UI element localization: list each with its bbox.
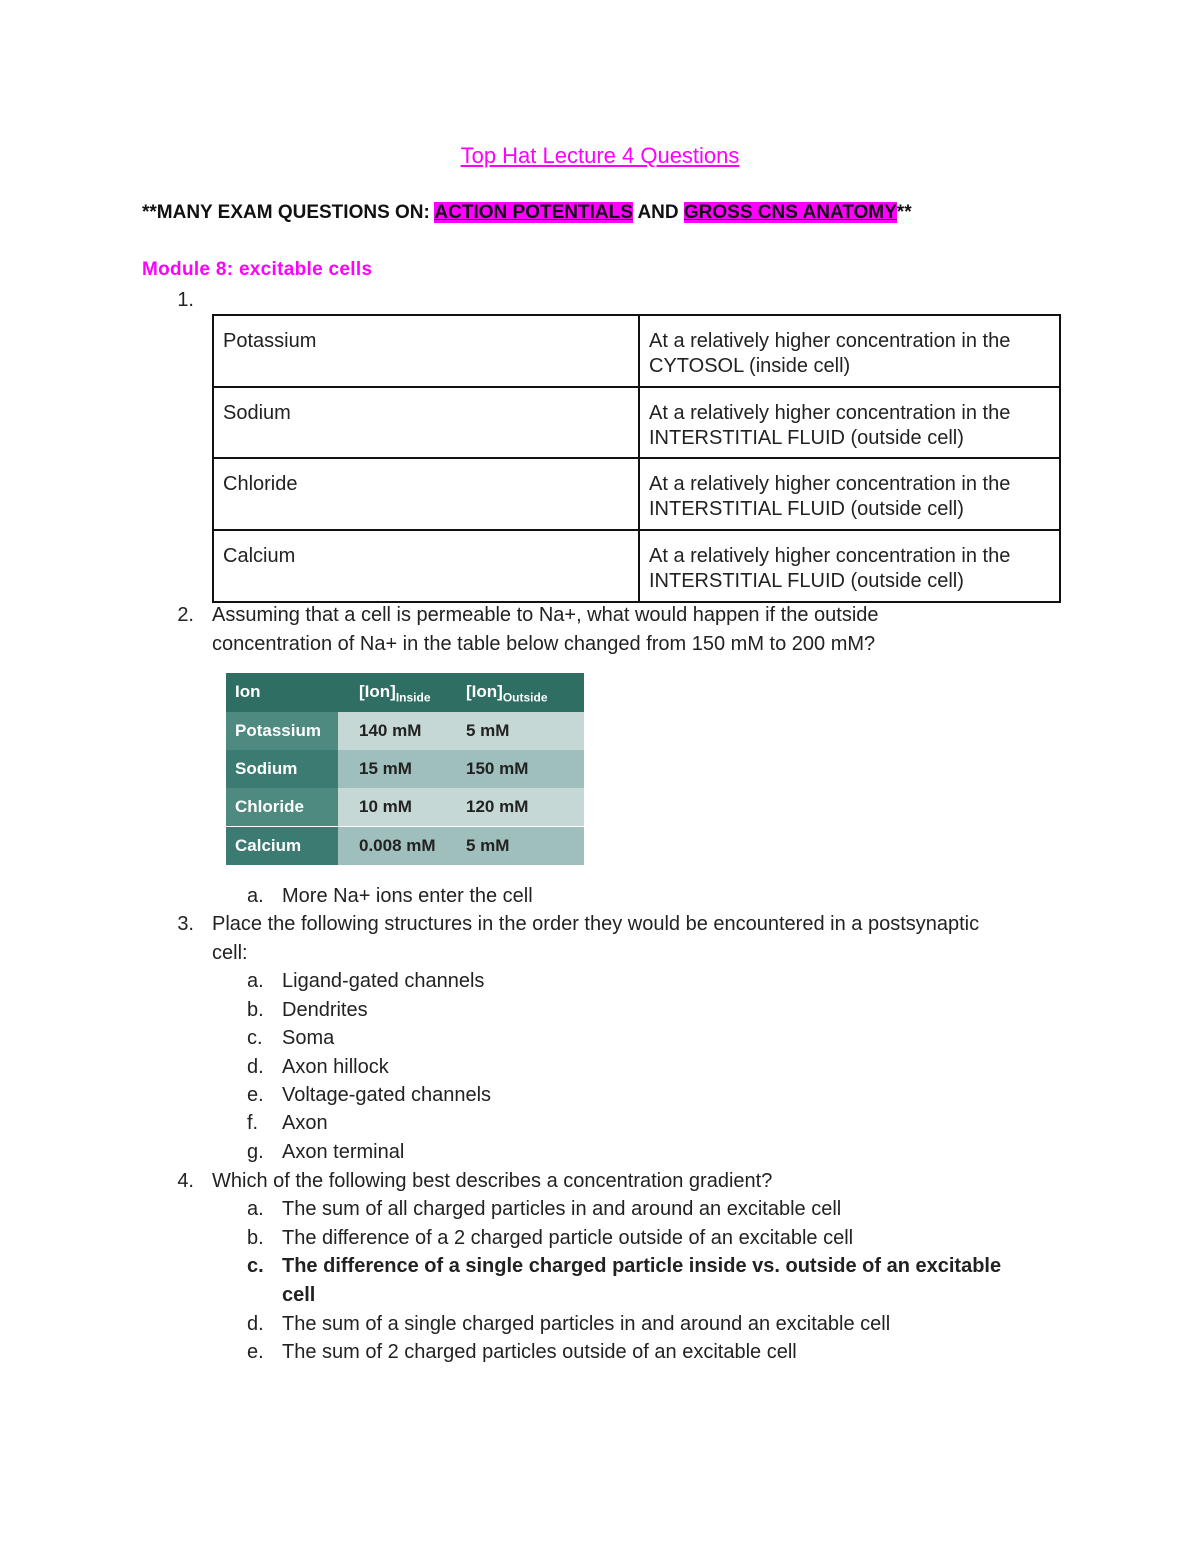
ion-location-line: CYTOSOL (inside cell) — [649, 355, 851, 377]
conc-header-outside-main: [Ion] — [466, 682, 503, 701]
q4-answer-text: The sum of all charged particles in and around an excitable cell — [282, 1198, 842, 1220]
q3-text-line2: cell: — [212, 942, 248, 964]
q3-number: 3. — [177, 913, 194, 935]
q4-answer-letter-correct: c. — [247, 1255, 264, 1277]
q4-answer-text: The sum of a single charged particles in and around an excitable cell — [282, 1313, 891, 1335]
conc-ion: Chloride — [235, 797, 304, 816]
conc-header-outside-sub: Outside — [502, 690, 548, 705]
table-row — [213, 387, 1060, 458]
conc-header-inside-main: [Ion] — [359, 682, 396, 701]
conc-row — [226, 712, 584, 750]
conc-inside: 15 mM — [359, 759, 412, 778]
conc-inside: 0.008 mM — [359, 836, 436, 855]
conc-header-ion: Ion — [235, 682, 261, 701]
conc-row — [226, 750, 584, 788]
conc-outside: 5 mM — [466, 836, 510, 855]
notice-prefix: **MANY EXAM QUESTIONS ON: — [142, 202, 435, 223]
q2-answer-text: More Na+ ions enter the cell — [282, 885, 533, 907]
q3-answer-letter: c. — [247, 1027, 263, 1049]
conc-outside: 120 mM — [466, 797, 529, 816]
conc-ion: Calcium — [235, 836, 302, 855]
q2-answer-letter: a. — [247, 885, 264, 907]
conc-outside: 150 mM — [466, 759, 529, 778]
ion-location-line: At a relatively higher concentration in the — [649, 402, 1011, 424]
q3-answer-letter: f. — [247, 1112, 259, 1134]
ion-location — [639, 387, 1060, 458]
notice-highlight-gross-cns: GROSS CNS ANATOMY — [683, 202, 897, 223]
q2-number: 2. — [177, 604, 194, 626]
q3-answer-letter: g. — [247, 1141, 264, 1163]
ion-location-line: At a relatively higher concentration in the — [649, 473, 1011, 495]
conc-header-outside — [466, 673, 548, 711]
table-row — [213, 458, 1060, 530]
ion-location — [639, 458, 1060, 530]
ion-location — [639, 530, 1060, 602]
q4-answer-text: The difference of a 2 charged particle outside of an excitable cell — [282, 1227, 854, 1249]
conc-row — [226, 788, 584, 826]
q3-text-line1: Place the following structures in the order they would be encountered in a postsynaptic — [212, 913, 980, 935]
q2-text-line2: concentration of Na+ in the table below changed from 150 mM to 200 mM? — [212, 633, 876, 655]
ion-location-line: INTERSTITIAL FLUID (outside cell) — [649, 570, 964, 592]
q3-answer-text: Ligand-gated channels — [282, 970, 485, 992]
notice-middle: AND — [632, 202, 684, 223]
q4-answer-text-correct-cont: cell — [282, 1284, 316, 1306]
q1-number: 1. — [177, 289, 194, 311]
ion-location-line: At a relatively higher concentration in the — [649, 330, 1011, 352]
conc-outside: 5 mM — [466, 721, 510, 740]
ion-location-line: At a relatively higher concentration in the — [649, 545, 1011, 567]
q3-answer-letter: e. — [247, 1084, 264, 1106]
q2-text-line1: Assuming that a cell is permeable to Na+, what would happen if the outside — [212, 604, 879, 626]
conc-row — [226, 827, 584, 865]
q3-answer-text: Dendrites — [282, 999, 368, 1021]
conc-inside: 10 mM — [359, 797, 412, 816]
conc-ion: Potassium — [235, 721, 321, 740]
exam-notice — [142, 202, 912, 224]
q3-answer-text: Axon — [282, 1112, 328, 1134]
notice-highlight-action-potentials: ACTION POTENTIALS — [434, 202, 633, 223]
q4-answer-letter: d. — [247, 1313, 264, 1335]
ion-name: Potassium — [213, 315, 639, 387]
ion-location-table — [212, 314, 1061, 603]
conc-header-inside — [359, 673, 431, 711]
table-row — [213, 530, 1060, 602]
q4-answer-letter: e. — [247, 1341, 264, 1363]
document-title: Top Hat Lecture 4 Questions — [460, 143, 740, 168]
q3-answer-letter: a. — [247, 970, 264, 992]
ion-location — [639, 315, 1060, 387]
notice-suffix: ** — [896, 202, 912, 223]
conc-header-inside-sub: Inside — [395, 690, 431, 705]
q4-answer-text-correct: The difference of a single charged particle inside vs. outside of an excitable — [282, 1255, 1002, 1277]
q4-number: 4. — [177, 1170, 194, 1192]
q3-answer-letter: d. — [247, 1056, 264, 1078]
ion-name: Chloride — [213, 458, 639, 530]
ion-location-line: INTERSTITIAL FLUID (outside cell) — [649, 427, 964, 449]
q4-text-line1: Which of the following best describes a concentration gradient? — [212, 1170, 773, 1192]
q3-answer-text: Soma — [282, 1027, 335, 1049]
ion-name: Calcium — [213, 530, 639, 602]
q3-answer-letter: b. — [247, 999, 264, 1021]
ion-location-line: INTERSTITIAL FLUID (outside cell) — [649, 498, 964, 520]
ion-concentration-table — [226, 673, 584, 865]
q3-answer-text: Axon terminal — [282, 1141, 405, 1163]
conc-header-row — [226, 673, 584, 712]
q3-answer-text: Voltage-gated channels — [282, 1084, 492, 1106]
module-heading: Module 8: excitable cells — [142, 259, 373, 280]
q3-answer-text: Axon hillock — [282, 1056, 389, 1078]
conc-inside: 140 mM — [359, 721, 422, 740]
conc-ion: Sodium — [235, 759, 298, 778]
q4-answer-text: The sum of 2 charged particles outside of an excitable cell — [282, 1341, 797, 1363]
ion-name: Sodium — [213, 387, 639, 458]
q4-answer-letter: b. — [247, 1227, 264, 1249]
q4-answer-letter: a. — [247, 1198, 264, 1220]
table-row — [213, 315, 1060, 387]
